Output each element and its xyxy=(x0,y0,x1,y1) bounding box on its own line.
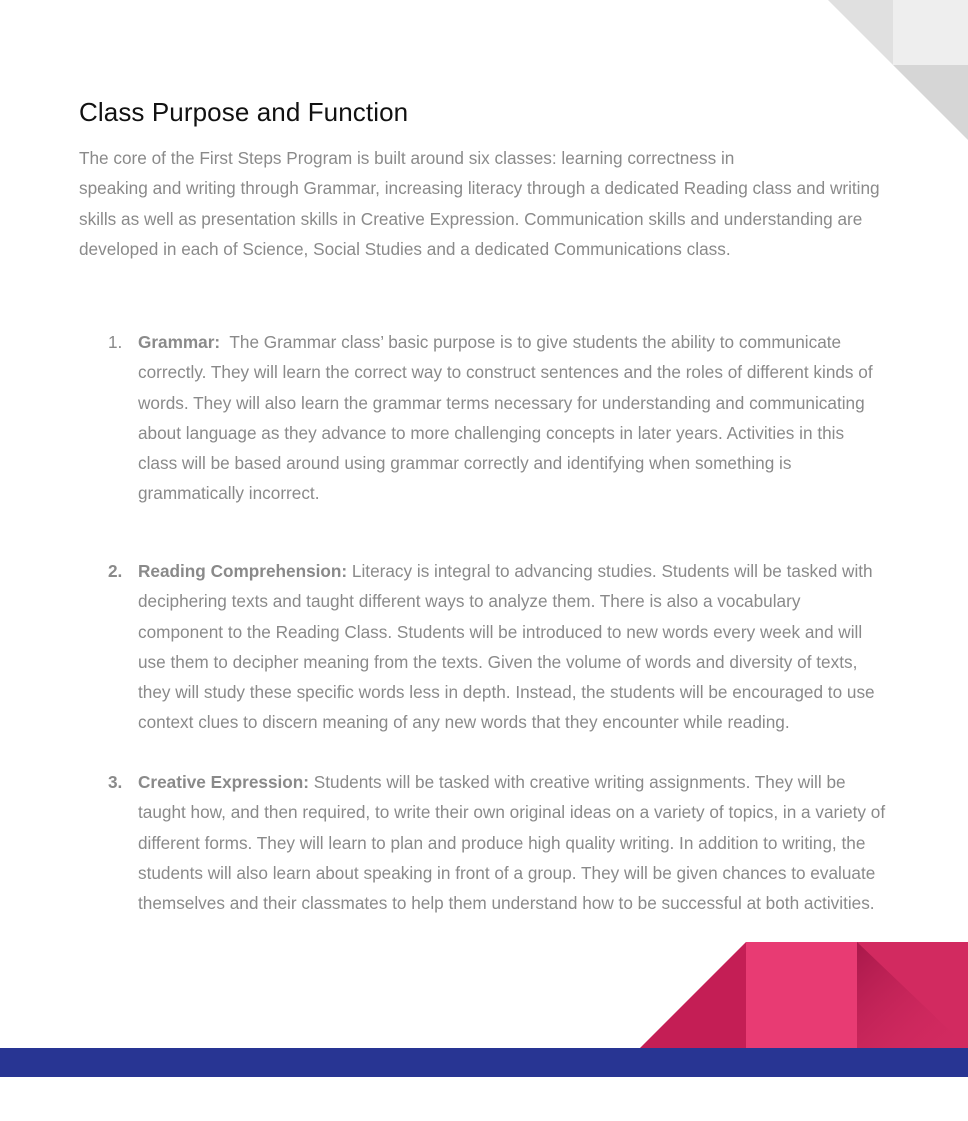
footer-pink-block xyxy=(746,942,857,1048)
list-line-text: Literacy is integral to advancing studies. Students will be tasked with xyxy=(347,561,873,581)
page-title: Class Purpose and Function xyxy=(79,97,409,127)
list-item-label: Creative Expression: xyxy=(138,772,309,792)
list-line: words. They will also learn the grammar terms necessary for understanding and communicating xyxy=(138,392,865,413)
list-line-text: Students will be tasked with creative writing assignments. They will be xyxy=(309,772,846,792)
list-line: component to the Reading Class. Students will be introduced to new words every week and will xyxy=(138,621,863,642)
intro-paragraph xyxy=(79,143,929,264)
list-item-body xyxy=(138,767,938,918)
list-line: context clues to discern meaning of any new words that they encounter while reading. xyxy=(138,712,790,733)
corner-square xyxy=(893,0,968,65)
list-line: students will also learn about speaking in front of a group. They will be given chances to evaluate xyxy=(138,862,876,883)
list-number: 2. xyxy=(108,561,123,581)
list-line xyxy=(138,767,938,797)
list-line: correctly. They will learn the correct way to construct sentences and the roles of different kinds of xyxy=(138,362,873,383)
list-line: themselves and their classmates to help them understand how to be successful at both activities. xyxy=(138,893,875,914)
list-line: about language as they advance to more challenging concepts in later years. Activities in this xyxy=(138,422,845,443)
list-item-label: Grammar: xyxy=(138,332,221,352)
intro-line: The core of the First Steps Program is built around six classes: learning correctness in xyxy=(79,148,735,168)
list-item-body xyxy=(138,556,938,738)
corner-triangle-bottom xyxy=(893,65,968,140)
footer-navy-bar xyxy=(0,1048,968,1077)
footer-decoration xyxy=(0,940,968,1080)
footer-pink-block-right xyxy=(857,942,968,1048)
list-line xyxy=(138,556,938,586)
list-line xyxy=(138,327,938,357)
list-line: use them to decipher meaning from the texts. Given the volume of words and diversity of texts, xyxy=(138,651,858,672)
footer-pink-shadow xyxy=(857,942,968,1048)
list-line: class will be based around using grammar correctly and identifying when something is xyxy=(138,453,792,474)
list-line: grammatically incorrect. xyxy=(138,483,320,504)
list-line: they will study these specific words less in depth. Instead, the students will be encouraged to use xyxy=(138,682,875,703)
list-item-body xyxy=(138,327,938,509)
intro-line: speaking and writing through Grammar, increasing literacy through a dedicated Reading class and writing xyxy=(79,178,880,199)
list-line: different forms. They will learn to plan and produce high quality writing. In addition to writing, the xyxy=(138,832,866,853)
intro-line: developed in each of Science, Social Studies and a dedicated Communications class. xyxy=(79,238,731,259)
intro-line: skills as well as presentation skills in Creative Expression. Communication skills and understanding are xyxy=(79,208,863,229)
corner-triangle-left xyxy=(828,0,893,65)
list-item-label: Reading Comprehension: xyxy=(138,561,348,581)
list-line-text: The Grammar class’ basic purpose is to give students the ability to communicate xyxy=(220,332,842,352)
list-number: 3. xyxy=(108,772,123,792)
list-number: 1. xyxy=(108,332,123,352)
footer-pink-triangle xyxy=(640,942,746,1048)
list-line: taught how, and then required, to write their own original ideas on a variety of topics, in a variety of xyxy=(138,802,886,823)
list-line: deciphering texts and taught different ways to analyze them. There is also a vocabulary xyxy=(138,591,801,612)
